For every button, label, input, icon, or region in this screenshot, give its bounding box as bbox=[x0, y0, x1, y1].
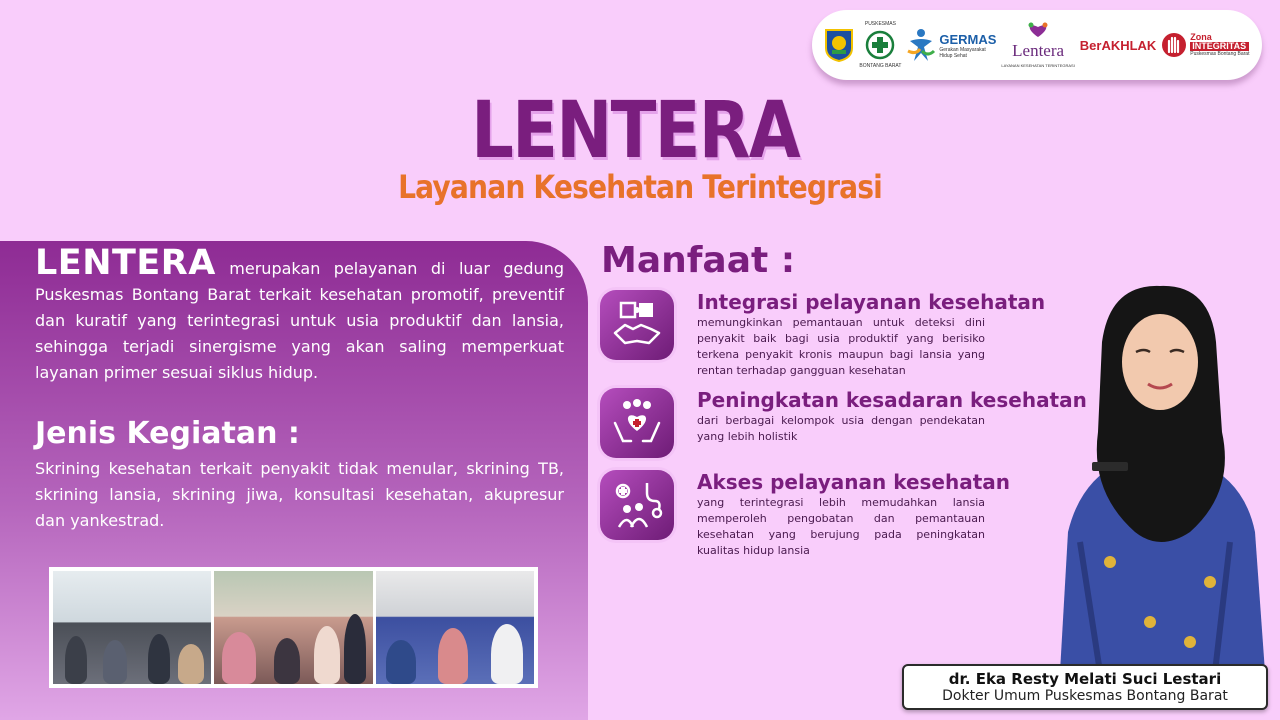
benefit-text: yang terintegrasi lebih memudahkan lansia memperoleh pengobatan dan pemantauan kesehatan yang berujung pada peningkatan kualitas hidup lansia bbox=[697, 496, 985, 557]
zona-integritas-logo bbox=[1161, 30, 1249, 60]
hands-heart-people-icon bbox=[611, 397, 663, 449]
doctor-name-card bbox=[902, 664, 1268, 710]
activities-text: Skrining kesehatan terkait penyakit tidak menular, skrining TB, skrining lansia, skrining jiwa, konsultasi kesehatan, akupresur dan yankestrad. bbox=[35, 459, 564, 530]
benefit-icon-box bbox=[600, 388, 674, 458]
lentera-heart-icon bbox=[1023, 22, 1053, 38]
zona-subtext: Puskesmas Bontang Barat bbox=[1190, 51, 1250, 57]
integritas-text: INTEGRITAS bbox=[1190, 42, 1249, 51]
lentera-logo bbox=[1001, 22, 1074, 69]
activity-photos bbox=[49, 567, 538, 688]
intro-heading: LENTERA bbox=[35, 243, 216, 283]
berakhlak-text: BerAKHLAK bbox=[1079, 37, 1157, 53]
benefit-title: Akses pelayanan kesehatan bbox=[697, 470, 1011, 494]
stethoscope-people-icon bbox=[611, 479, 663, 531]
bontang-city-logo bbox=[824, 28, 854, 62]
city-emblem-icon bbox=[824, 28, 854, 62]
benefits-title: Manfaat : bbox=[601, 240, 796, 281]
page-title: LENTERA bbox=[471, 86, 799, 176]
berakhlak-logo bbox=[1080, 38, 1157, 53]
intro-paragraph bbox=[35, 243, 564, 386]
puskesmas-name: BONTANG BARAT bbox=[859, 63, 902, 69]
zona-text: Zona bbox=[1190, 32, 1212, 42]
doctor-name: dr. Eka Resty Melati Suci Lestari bbox=[948, 670, 1222, 688]
benefit-icon-box bbox=[600, 290, 674, 360]
puskesmas-cross-icon bbox=[865, 30, 895, 60]
puzzle-handshake-icon bbox=[611, 299, 663, 351]
activity-photo-1 bbox=[53, 571, 211, 684]
puskesmas-logo bbox=[859, 21, 901, 69]
lentera-logo-text: Lentera bbox=[1012, 40, 1065, 60]
activities-title: Jenis Kegiatan : bbox=[35, 416, 300, 451]
germas-subtext: Gerakan Masyarakat Hidup Sehat bbox=[939, 46, 986, 59]
doctor-role: Dokter Umum Puskesmas Bontang Barat bbox=[942, 688, 1228, 704]
page-subtitle: Layanan Kesehatan Terintegrasi bbox=[398, 168, 882, 206]
benefit-icon-box bbox=[600, 470, 674, 540]
benefit-text: dari berbagai kelompok usia dengan pendekatan yang lebih holistik bbox=[697, 414, 985, 443]
logo-bar bbox=[812, 10, 1262, 80]
raised-hand-icon bbox=[1161, 30, 1187, 60]
germas-logo bbox=[906, 27, 996, 63]
germas-text: GERMAS bbox=[939, 31, 997, 47]
activity-photo-3 bbox=[376, 571, 534, 684]
intro-text: merupakan pelayanan di luar gedung Puskesmas Bontang Barat terkait kesehatan promotif, preventif dan kuratif yang terintegrasi untuk usia produktif dan lansia, sehingga terjadi sinergisme yang akan saling memperkuat layanan primer sesuai siklus hidup. bbox=[35, 259, 564, 382]
puskesmas-label: PUSKESMAS bbox=[864, 21, 896, 27]
benefit-title: Integrasi pelayanan kesehatan bbox=[697, 290, 1046, 314]
doctor-photo bbox=[1040, 282, 1280, 672]
benefit-text: memungkinkan pemantauan untuk deteksi dini penyakit baik bagi usia produktif yang berisiko terkena penyakit kronis maupun bagi lansia yang rentan terhadap gangguan kesehatan bbox=[697, 316, 985, 377]
activity-photo-2 bbox=[214, 571, 372, 684]
germas-figure-icon bbox=[906, 27, 936, 63]
benefit-title: Peningkatan kesadaran kesehatan bbox=[697, 388, 1087, 412]
lentera-logo-subtext: LAYANAN KESEHATAN TERINTEGRASI bbox=[1001, 62, 1075, 68]
